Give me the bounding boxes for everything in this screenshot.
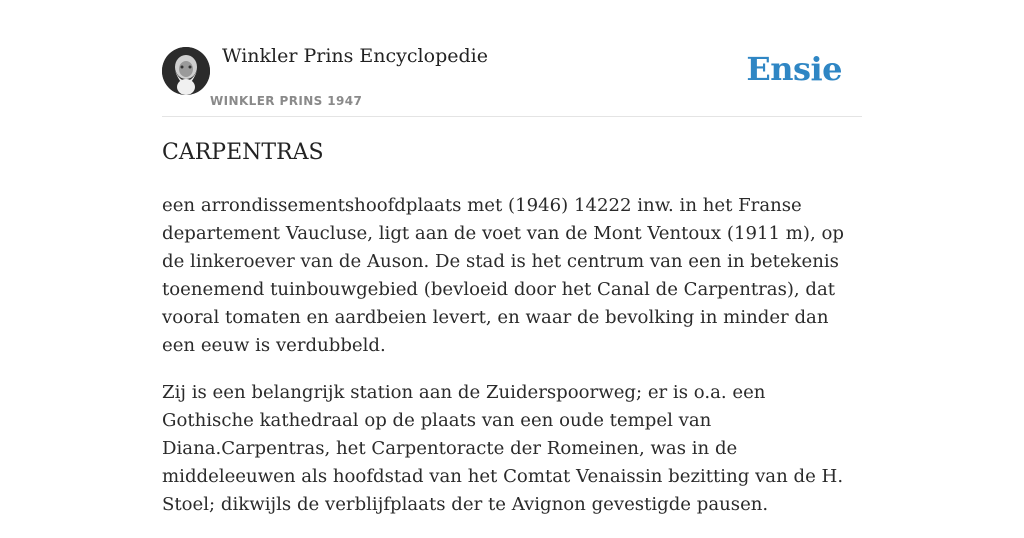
header	[162, 0, 862, 117]
avatar[interactable]	[162, 47, 210, 95]
publication-title[interactable]: Winkler Prins Encyclopedie	[222, 45, 488, 67]
page-title: CARPENTRAS	[162, 140, 324, 165]
bearded-man-portrait-icon	[162, 47, 210, 95]
brand-logo[interactable]: Ensie	[746, 50, 842, 88]
paragraph: Zij is een belangrijk station aan de Zuiderspoorweg; er is o.a. een Gothische kathedraal op de plaats van een oude tempel van Diana.Carpentras, het Carpentoracte der Romeinen, was in de middeleeuwen als hoofdstad van het Comtat Venaissin bezitting van de H. Stoel; dikwijls de verblijfplaats der te Avignon gevestigde pausen.	[162, 382, 844, 515]
publication-subtitle: WINKLER PRINS 1947	[210, 94, 363, 108]
paragraph: een arrondissementshoofdplaats met (1946) 14222 inw. in het Franse departement Vaucluse, ligt aan de voet van de Mont Ventoux (1911 m), op de linkeroever van de Auson. De stad is het centrum van een in betekenis toenemend tuinbouwgebied (bevloeid door het Canal de Carpentras), dat vooral tomaten en aardbeien levert, en waar de bevolking in minder dan een eeuw is verdubbeld.	[162, 195, 844, 356]
article-card	[162, 0, 862, 515]
article-body	[162, 192, 862, 538]
